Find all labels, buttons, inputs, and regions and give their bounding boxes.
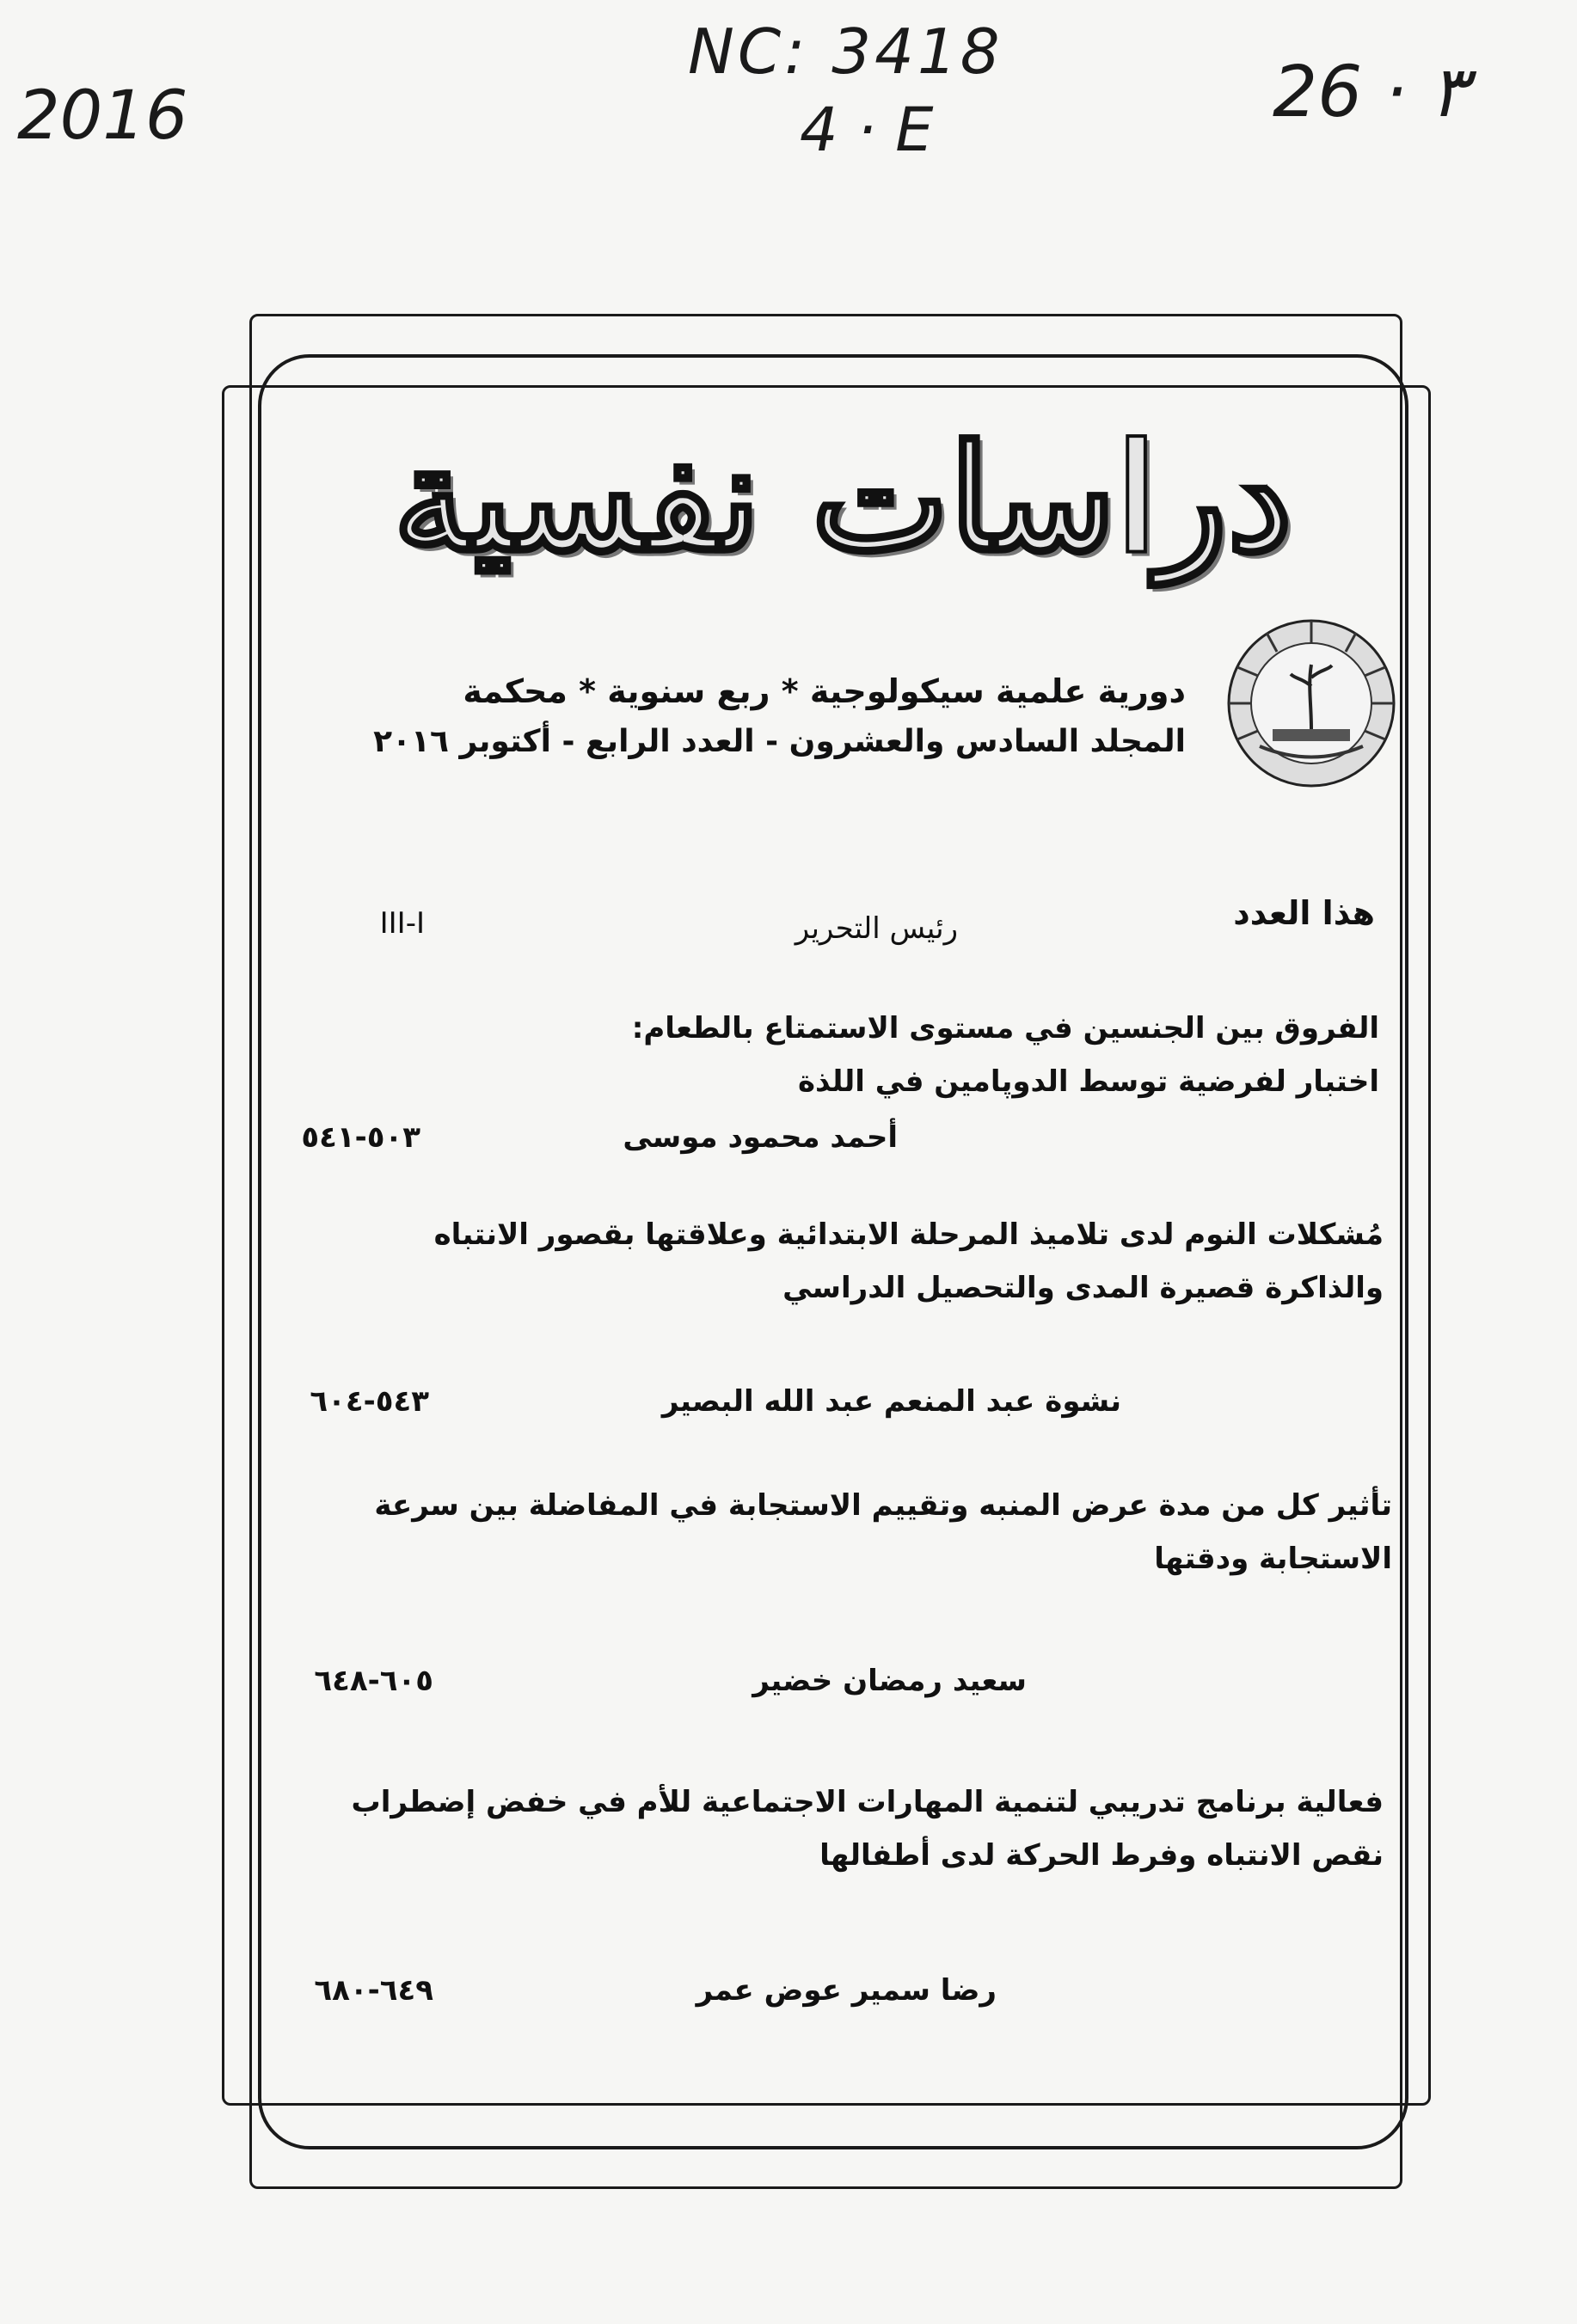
article-title bbox=[227, 1002, 1379, 1108]
article-title bbox=[231, 1775, 1384, 1882]
article-title-line: مُشكلات النوم لدى تلاميذ المرحلة الابتدائية وعلاقتها بقصور الانتباه bbox=[433, 1217, 1384, 1252]
article-title bbox=[231, 1208, 1384, 1315]
article-pages: ٥٤٣-٦٠٤ bbox=[310, 1384, 429, 1419]
journal-volume-issue: المجلد السادس والعشرون - العدد الرابع - أكتوبر ٢٠١٦ bbox=[373, 724, 1186, 759]
article-title-line: تأثير كل من مدة عرض المنبه وتقييم الاستجابة في المفاضلة بين سرعة bbox=[374, 1488, 1392, 1523]
handwritten-issue-note: 26 · ٣ bbox=[1273, 52, 1468, 133]
article-author: سعيد رمضان خضير bbox=[752, 1664, 1027, 1698]
article-title-line: فعالية برنامج تدريبي لتنمية المهارات الاجتماعية للأم في خفض إضطراب bbox=[351, 1785, 1384, 1819]
article-author: نشوة عبد المنعم عبد الله البصير bbox=[661, 1384, 1121, 1419]
handwritten-volume-note: 4 · E bbox=[800, 95, 934, 165]
contents-heading: هذا العدد bbox=[1233, 894, 1375, 932]
handwritten-year: 2016 bbox=[17, 77, 188, 155]
editor-pages: III-I bbox=[379, 906, 425, 941]
editor-in-chief-label: رئيس التحرير bbox=[795, 911, 958, 946]
article-title-line: الفروق بين الجنسين في مستوى الاستمتاع بالطعام: bbox=[631, 1011, 1379, 1045]
article-pages: ٦٠٥-٦٤٨ bbox=[314, 1664, 433, 1698]
article-title-line: نقص الانتباه وفرط الحركة لدى أطفالها bbox=[819, 1838, 1384, 1873]
article-title-line: والذاكرة قصيرة المدى والتحصيل الدراسي bbox=[782, 1271, 1384, 1305]
article-title-line: اختبار لفرضية توسط الدوپامين في اللذة bbox=[797, 1064, 1379, 1099]
article-title bbox=[240, 1479, 1392, 1585]
article-author: أحمد محمود موسى bbox=[623, 1120, 898, 1155]
article-title-line: الاستجابة ودقتها bbox=[1154, 1542, 1392, 1576]
handwritten-catalog-number: NC: 3418 bbox=[688, 15, 1003, 88]
article-pages: ٥٠٣-٥٤١ bbox=[301, 1120, 420, 1155]
journal-logo-icon bbox=[1225, 617, 1397, 789]
journal-subtitle: دورية علمية سيكولوجية * ربع سنوية * محكمة bbox=[463, 672, 1186, 710]
article-pages: ٦٤٩-٦٨٠ bbox=[314, 1973, 433, 2008]
article-author: رضا سمير عوض عمر bbox=[696, 1973, 997, 2008]
journal-title: دراسات نفسية bbox=[393, 413, 1292, 585]
